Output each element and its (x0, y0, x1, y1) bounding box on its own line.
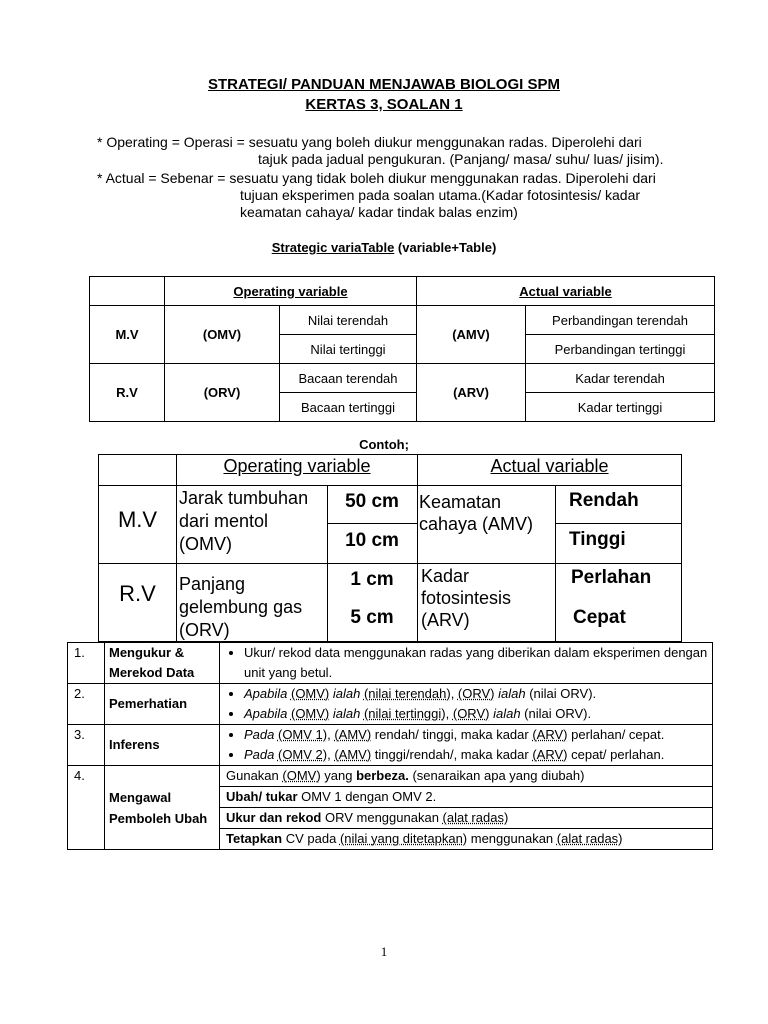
step-4-content (220, 766, 713, 850)
example-rv-value-1: 1 cm (350, 569, 394, 590)
orv-label: (ORV) (165, 364, 280, 422)
arv-label: (ARV) (417, 364, 526, 422)
step-3-number: 3. (68, 725, 105, 766)
example-mv-value-1: 50 cm (345, 491, 399, 512)
step-4-row-4: Tetapkan CV pada (nilai yang ditetapkan) menggunakan (alat radas) (226, 831, 623, 846)
omv-low: Nilai terendah (280, 306, 417, 335)
arv-low: Kadar terendah (526, 364, 715, 393)
example-row-rv: R.V (119, 581, 156, 606)
example-mv-actual: Keamatan cahaya (AMV) (419, 492, 534, 534)
operating-definition-line-2: tajuk pada jadual pengukuran. (Panjang/ masa/ suhu/ luas/ jisim). (258, 151, 664, 167)
title-line-2: KERTAS 3, SOALAN 1 (305, 96, 463, 113)
step-2-number: 2. (68, 684, 105, 725)
step-4-row-3: Ukur dan rekod ORV menggunakan (alat radas) (220, 808, 712, 829)
step-1-bullet: • Ukur/ rekod data menggunakan radas yang diberikan dalam eksperimen dengan unit yang betul. (244, 643, 712, 683)
empty-header-cell (90, 277, 165, 306)
row-mv: M.V (90, 306, 165, 364)
title-line-1: STRATEGI/ PANDUAN MENJAWAB BIOLOGI SPM (208, 76, 560, 93)
page-number: 1 (380, 944, 388, 959)
amv-high: Perbandingan tertinggi (526, 335, 715, 364)
example-col-actual: Actual variable (490, 456, 609, 476)
strategic-heading-rest: (variable+Table) (394, 240, 497, 255)
example-mv-value-2: 10 cm (345, 530, 399, 551)
step-4-row-2: Ubah/ tukar OMV 1 dengan OMV 2. (220, 787, 712, 808)
amv-low: Perbandingan terendah (526, 306, 715, 335)
example-mv-operating: Jarak tumbuhan dari mentol (OMV) (179, 488, 309, 554)
strategic-heading (0, 240, 768, 255)
actual-definition-line-1: * Actual = Sebenar = sesuatu yang tidak boleh diukur menggunakan radas. Diperolehi dari (97, 170, 656, 186)
strategic-table (89, 276, 715, 422)
example-rv-actual-1: Perlahan (571, 567, 652, 588)
col-operating-variable: Operating variable (165, 277, 417, 306)
step-2-bullet-1: • Apabila (OMV) ialah (nilai terendah), (ORV) ialah (nilai ORV). (244, 684, 712, 704)
step-1-label: Mengukur & Merekod Data (105, 643, 220, 684)
step-3-bullet-1: • Pada (OMV 1), (AMV) rendah/ tinggi, maka kadar (ARV) perlahan/ cepat. (244, 725, 712, 745)
example-mv-actual-1: Rendah (569, 490, 639, 511)
arv-high: Kadar tertinggi (526, 393, 715, 422)
example-rv-actual-2: Cepat (573, 607, 626, 628)
example-rv-actual: Kadar fotosintesis (ARV) (421, 566, 512, 630)
steps-table (67, 642, 713, 850)
example-table (98, 454, 682, 642)
orv-low: Bacaan terendah (280, 364, 417, 393)
actual-definition-line-2: tujuan eksperimen pada soalan utama.(Kadar fotosintesis/ kadar (240, 187, 641, 203)
step-4-number: 4. (68, 766, 105, 850)
actual-definition-line-3: keamatan cahaya/ kadar tindak balas enzim) (240, 204, 518, 220)
row-rv: R.V (90, 364, 165, 422)
col-actual-variable: Actual variable (417, 277, 715, 306)
step-4-row-1: Gunakan (OMV) yang berbeza. (senaraikan apa yang diubah) (220, 766, 712, 787)
step-1-content (220, 643, 713, 684)
step-4-label: Mengawal Pemboleh Ubah (105, 766, 220, 850)
step-1-number: 1. (68, 643, 105, 684)
example-label: Contoh; (359, 437, 409, 452)
amv-label: (AMV) (417, 306, 526, 364)
step-2-content (220, 684, 713, 725)
strategic-heading-underlined: Strategic variaTable (271, 240, 395, 255)
operating-definition-line-1: * Operating = Operasi = sesuatu yang boleh diukur menggunakan radas. Diperolehi dari (97, 134, 642, 150)
example-mv-actual-2: Tinggi (569, 529, 626, 550)
step-2-label: Pemerhatian (105, 684, 220, 725)
orv-high: Bacaan tertinggi (280, 393, 417, 422)
omv-label: (OMV) (165, 306, 280, 364)
example-rv-operating: Panjang gelembung gas (ORV) (179, 574, 303, 640)
example-row-mv: M.V (117, 507, 158, 532)
example-rv-value-2: 5 cm (350, 607, 394, 628)
step-3-content (220, 725, 713, 766)
example-col-operating: Operating variable (223, 456, 371, 476)
step-3-label: Inferens (105, 725, 220, 766)
step-2-bullet-2: • Apabila (OMV) ialah (nilai tertinggi), (ORV) ialah (nilai ORV). (244, 704, 712, 724)
step-3-bullet-2: • Pada (OMV 2), (AMV) tinggi/rendah/, maka kadar (ARV) cepat/ perlahan. (244, 745, 712, 765)
omv-high: Nilai tertinggi (280, 335, 417, 364)
